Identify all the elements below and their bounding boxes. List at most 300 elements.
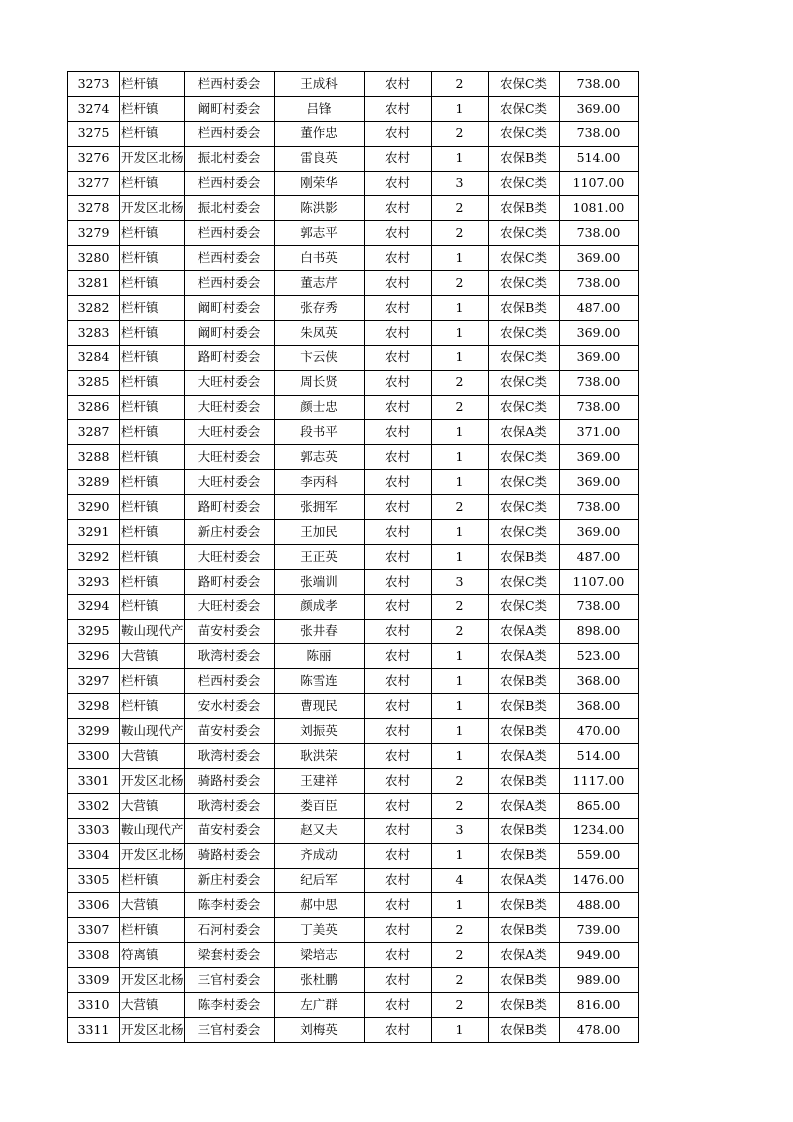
household-type-cell: 农村 [364, 893, 431, 918]
person-name-cell: 刘梅英 [274, 1017, 364, 1042]
insurance-category-cell: 农保A类 [488, 420, 559, 445]
insurance-category-cell: 农保B类 [488, 719, 559, 744]
amount-cell: 738.00 [559, 271, 638, 296]
table-row [68, 868, 639, 893]
row-number-cell: 3276 [68, 146, 120, 171]
household-type-cell: 农村 [364, 296, 431, 321]
table-row [68, 768, 639, 793]
village-committee-cell: 大旺村委会 [184, 445, 274, 470]
amount-cell: 738.00 [559, 370, 638, 395]
member-count-cell: 2 [431, 968, 488, 993]
insurance-category-cell: 农保B类 [488, 768, 559, 793]
insurance-category-cell: 农保B类 [488, 296, 559, 321]
village-committee-cell: 大旺村委会 [184, 470, 274, 495]
household-type-cell: 农村 [364, 445, 431, 470]
town-cell: 鞍山现代产 [120, 818, 185, 843]
village-committee-cell: 陈李村委会 [184, 893, 274, 918]
village-committee-cell: 路町村委会 [184, 495, 274, 520]
town-cell: 开发区北杨 [120, 196, 185, 221]
person-name-cell: 梁培志 [274, 943, 364, 968]
table-row [68, 619, 639, 644]
town-cell: 栏杆镇 [120, 370, 185, 395]
amount-cell: 488.00 [559, 893, 638, 918]
village-committee-cell: 耿湾村委会 [184, 744, 274, 769]
town-cell: 栏杆镇 [120, 72, 185, 97]
town-cell: 栏杆镇 [120, 296, 185, 321]
person-name-cell: 张井春 [274, 619, 364, 644]
member-count-cell: 1 [431, 544, 488, 569]
person-name-cell: 董作忠 [274, 121, 364, 146]
household-type-cell: 农村 [364, 918, 431, 943]
household-type-cell: 农村 [364, 246, 431, 271]
insurance-category-cell: 农保B类 [488, 843, 559, 868]
household-type-cell: 农村 [364, 395, 431, 420]
row-number-cell: 3306 [68, 893, 120, 918]
row-number-cell: 3303 [68, 818, 120, 843]
member-count-cell: 2 [431, 370, 488, 395]
member-count-cell: 1 [431, 744, 488, 769]
amount-cell: 369.00 [559, 345, 638, 370]
town-cell: 栏杆镇 [120, 495, 185, 520]
row-number-cell: 3302 [68, 793, 120, 818]
member-count-cell: 1 [431, 445, 488, 470]
insurance-category-cell: 农保A类 [488, 644, 559, 669]
row-number-cell: 3299 [68, 719, 120, 744]
person-name-cell: 雷良英 [274, 146, 364, 171]
household-type-cell: 农村 [364, 818, 431, 843]
village-committee-cell: 栏西村委会 [184, 171, 274, 196]
insurance-category-cell: 农保C类 [488, 520, 559, 545]
person-name-cell: 曹现民 [274, 694, 364, 719]
village-committee-cell: 苗安村委会 [184, 818, 274, 843]
member-count-cell: 2 [431, 221, 488, 246]
household-type-cell: 农村 [364, 719, 431, 744]
member-count-cell: 2 [431, 495, 488, 520]
household-type-cell: 农村 [364, 96, 431, 121]
row-number-cell: 3305 [68, 868, 120, 893]
person-name-cell: 赵又夫 [274, 818, 364, 843]
member-count-cell: 1 [431, 470, 488, 495]
member-count-cell: 1 [431, 345, 488, 370]
insurance-category-cell: 农保C类 [488, 495, 559, 520]
person-name-cell: 王加民 [274, 520, 364, 545]
table-row [68, 370, 639, 395]
village-committee-cell: 苗安村委会 [184, 719, 274, 744]
insurance-category-cell: 农保C类 [488, 72, 559, 97]
member-count-cell: 2 [431, 619, 488, 644]
member-count-cell: 3 [431, 171, 488, 196]
member-count-cell: 2 [431, 793, 488, 818]
row-number-cell: 3286 [68, 395, 120, 420]
household-type-cell: 农村 [364, 121, 431, 146]
household-type-cell: 农村 [364, 196, 431, 221]
amount-cell: 738.00 [559, 495, 638, 520]
table-row [68, 271, 639, 296]
village-committee-cell: 大旺村委会 [184, 420, 274, 445]
table-row [68, 669, 639, 694]
row-number-cell: 3310 [68, 992, 120, 1017]
insurance-category-cell: 农保B类 [488, 544, 559, 569]
village-committee-cell: 栏西村委会 [184, 271, 274, 296]
amount-cell: 523.00 [559, 644, 638, 669]
row-number-cell: 3285 [68, 370, 120, 395]
row-number-cell: 3279 [68, 221, 120, 246]
insurance-category-cell: 农保B类 [488, 196, 559, 221]
table-row [68, 992, 639, 1017]
amount-cell: 559.00 [559, 843, 638, 868]
village-committee-cell: 石河村委会 [184, 918, 274, 943]
person-name-cell: 白书英 [274, 246, 364, 271]
insurance-category-cell: 农保B类 [488, 918, 559, 943]
household-type-cell: 农村 [364, 171, 431, 196]
household-type-cell: 农村 [364, 72, 431, 97]
row-number-cell: 3281 [68, 271, 120, 296]
amount-cell: 738.00 [559, 395, 638, 420]
village-committee-cell: 苗安村委会 [184, 619, 274, 644]
member-count-cell: 1 [431, 843, 488, 868]
village-committee-cell: 梁套村委会 [184, 943, 274, 968]
town-cell: 符离镇 [120, 943, 185, 968]
row-number-cell: 3287 [68, 420, 120, 445]
person-name-cell: 左广群 [274, 992, 364, 1017]
town-cell: 栏杆镇 [120, 520, 185, 545]
insurance-category-cell: 农保B类 [488, 669, 559, 694]
town-cell: 开发区北杨 [120, 768, 185, 793]
member-count-cell: 2 [431, 196, 488, 221]
person-name-cell: 颜成孝 [274, 594, 364, 619]
table-row [68, 644, 639, 669]
member-count-cell: 1 [431, 694, 488, 719]
amount-cell: 487.00 [559, 544, 638, 569]
amount-cell: 989.00 [559, 968, 638, 993]
table-row [68, 196, 639, 221]
household-type-cell: 农村 [364, 420, 431, 445]
village-committee-cell: 三官村委会 [184, 1017, 274, 1042]
household-type-cell: 农村 [364, 843, 431, 868]
table-row [68, 345, 639, 370]
amount-cell: 369.00 [559, 246, 638, 271]
table-row [68, 395, 639, 420]
amount-cell: 371.00 [559, 420, 638, 445]
town-cell: 大营镇 [120, 992, 185, 1017]
table-row [68, 918, 639, 943]
table-row [68, 893, 639, 918]
person-name-cell: 陈雪连 [274, 669, 364, 694]
insurance-category-cell: 农保C类 [488, 395, 559, 420]
row-number-cell: 3296 [68, 644, 120, 669]
household-type-cell: 农村 [364, 868, 431, 893]
household-type-cell: 农村 [364, 968, 431, 993]
table-row [68, 171, 639, 196]
town-cell: 栏杆镇 [120, 221, 185, 246]
insurance-category-cell: 农保A类 [488, 793, 559, 818]
insurance-category-cell: 农保C类 [488, 171, 559, 196]
person-name-cell: 卞云侠 [274, 345, 364, 370]
table-row [68, 470, 639, 495]
insurance-category-cell: 农保C类 [488, 221, 559, 246]
person-name-cell: 郭志平 [274, 221, 364, 246]
row-number-cell: 3297 [68, 669, 120, 694]
village-committee-cell: 大旺村委会 [184, 395, 274, 420]
person-name-cell: 李丙科 [274, 470, 364, 495]
insurance-category-cell: 农保C类 [488, 320, 559, 345]
row-number-cell: 3301 [68, 768, 120, 793]
table-row [68, 719, 639, 744]
member-count-cell: 1 [431, 520, 488, 545]
town-cell: 栏杆镇 [120, 669, 185, 694]
person-name-cell: 陈丽 [274, 644, 364, 669]
person-name-cell: 颜士忠 [274, 395, 364, 420]
insurance-category-cell: 农保C类 [488, 271, 559, 296]
insurance-category-cell: 农保A类 [488, 619, 559, 644]
row-number-cell: 3295 [68, 619, 120, 644]
table-row [68, 843, 639, 868]
insurance-category-cell: 农保C类 [488, 445, 559, 470]
amount-cell: 865.00 [559, 793, 638, 818]
person-name-cell: 丁美英 [274, 918, 364, 943]
town-cell: 栏杆镇 [120, 320, 185, 345]
insurance-category-cell: 农保B类 [488, 893, 559, 918]
person-name-cell: 齐成动 [274, 843, 364, 868]
town-cell: 栏杆镇 [120, 246, 185, 271]
person-name-cell: 张杜鹏 [274, 968, 364, 993]
person-name-cell: 王正英 [274, 544, 364, 569]
insurance-category-cell: 农保B类 [488, 1017, 559, 1042]
records-table-body [68, 72, 639, 1043]
town-cell: 开发区北杨 [120, 968, 185, 993]
member-count-cell: 1 [431, 1017, 488, 1042]
household-type-cell: 农村 [364, 520, 431, 545]
member-count-cell: 2 [431, 918, 488, 943]
row-number-cell: 3293 [68, 569, 120, 594]
member-count-cell: 2 [431, 72, 488, 97]
household-type-cell: 农村 [364, 793, 431, 818]
household-type-cell: 农村 [364, 569, 431, 594]
member-count-cell: 2 [431, 992, 488, 1017]
person-name-cell: 刚荣华 [274, 171, 364, 196]
row-number-cell: 3309 [68, 968, 120, 993]
member-count-cell: 1 [431, 246, 488, 271]
town-cell: 栏杆镇 [120, 569, 185, 594]
village-committee-cell: 栏西村委会 [184, 246, 274, 271]
person-name-cell: 郭志英 [274, 445, 364, 470]
insurance-category-cell: 农保B类 [488, 818, 559, 843]
insurance-category-cell: 农保A类 [488, 868, 559, 893]
amount-cell: 369.00 [559, 520, 638, 545]
person-name-cell: 王建祥 [274, 768, 364, 793]
member-count-cell: 1 [431, 320, 488, 345]
member-count-cell: 1 [431, 719, 488, 744]
row-number-cell: 3292 [68, 544, 120, 569]
town-cell: 大营镇 [120, 744, 185, 769]
village-committee-cell: 耿湾村委会 [184, 793, 274, 818]
person-name-cell: 周长贤 [274, 370, 364, 395]
amount-cell: 514.00 [559, 146, 638, 171]
table-row [68, 246, 639, 271]
town-cell: 栏杆镇 [120, 445, 185, 470]
insurance-category-cell: 农保C类 [488, 345, 559, 370]
row-number-cell: 3294 [68, 594, 120, 619]
insurance-category-cell: 农保C类 [488, 121, 559, 146]
row-number-cell: 3278 [68, 196, 120, 221]
member-count-cell: 1 [431, 893, 488, 918]
village-committee-cell: 路町村委会 [184, 569, 274, 594]
village-committee-cell: 大旺村委会 [184, 594, 274, 619]
member-count-cell: 1 [431, 669, 488, 694]
amount-cell: 368.00 [559, 694, 638, 719]
member-count-cell: 1 [431, 420, 488, 445]
amount-cell: 898.00 [559, 619, 638, 644]
town-cell: 栏杆镇 [120, 171, 185, 196]
table-row [68, 420, 639, 445]
table-row [68, 569, 639, 594]
household-type-cell: 农村 [364, 345, 431, 370]
town-cell: 鞍山现代产 [120, 719, 185, 744]
insurance-category-cell: 农保B类 [488, 992, 559, 1017]
amount-cell: 478.00 [559, 1017, 638, 1042]
row-number-cell: 3282 [68, 296, 120, 321]
row-number-cell: 3284 [68, 345, 120, 370]
member-count-cell: 1 [431, 644, 488, 669]
amount-cell: 1081.00 [559, 196, 638, 221]
amount-cell: 369.00 [559, 470, 638, 495]
amount-cell: 949.00 [559, 943, 638, 968]
village-committee-cell: 栏西村委会 [184, 669, 274, 694]
village-committee-cell: 栏西村委会 [184, 221, 274, 246]
household-type-cell: 农村 [364, 470, 431, 495]
town-cell: 栏杆镇 [120, 345, 185, 370]
row-number-cell: 3277 [68, 171, 120, 196]
household-type-cell: 农村 [364, 544, 431, 569]
household-type-cell: 农村 [364, 694, 431, 719]
amount-cell: 369.00 [559, 96, 638, 121]
insurance-category-cell: 农保B类 [488, 146, 559, 171]
town-cell: 鞍山现代产 [120, 619, 185, 644]
town-cell: 栏杆镇 [120, 96, 185, 121]
village-committee-cell: 三官村委会 [184, 968, 274, 993]
person-name-cell: 纪后军 [274, 868, 364, 893]
row-number-cell: 3273 [68, 72, 120, 97]
village-committee-cell: 安水村委会 [184, 694, 274, 719]
household-type-cell: 农村 [364, 619, 431, 644]
table-row [68, 221, 639, 246]
table-row [68, 1017, 639, 1042]
row-number-cell: 3311 [68, 1017, 120, 1042]
insurance-category-cell: 农保C类 [488, 569, 559, 594]
village-committee-cell: 耿湾村委会 [184, 644, 274, 669]
insurance-category-cell: 农保B类 [488, 968, 559, 993]
town-cell: 栏杆镇 [120, 395, 185, 420]
village-committee-cell: 振北村委会 [184, 146, 274, 171]
row-number-cell: 3308 [68, 943, 120, 968]
table-row [68, 694, 639, 719]
row-number-cell: 3307 [68, 918, 120, 943]
village-committee-cell: 大旺村委会 [184, 544, 274, 569]
member-count-cell: 1 [431, 296, 488, 321]
town-cell: 大营镇 [120, 793, 185, 818]
household-type-cell: 农村 [364, 644, 431, 669]
table-row [68, 520, 639, 545]
town-cell: 栏杆镇 [120, 121, 185, 146]
person-name-cell: 朱凤英 [274, 320, 364, 345]
table-row [68, 544, 639, 569]
town-cell: 开发区北杨 [120, 1017, 185, 1042]
person-name-cell: 王成科 [274, 72, 364, 97]
insurance-category-cell: 农保C类 [488, 470, 559, 495]
town-cell: 栏杆镇 [120, 694, 185, 719]
town-cell: 栏杆镇 [120, 868, 185, 893]
household-type-cell: 农村 [364, 768, 431, 793]
member-count-cell: 2 [431, 121, 488, 146]
town-cell: 栏杆镇 [120, 470, 185, 495]
person-name-cell: 娄百臣 [274, 793, 364, 818]
person-name-cell: 吕锋 [274, 96, 364, 121]
amount-cell: 1107.00 [559, 569, 638, 594]
table-row [68, 793, 639, 818]
amount-cell: 738.00 [559, 594, 638, 619]
member-count-cell: 1 [431, 146, 488, 171]
village-committee-cell: 新庄村委会 [184, 868, 274, 893]
records-table [67, 71, 639, 1043]
amount-cell: 738.00 [559, 121, 638, 146]
amount-cell: 487.00 [559, 296, 638, 321]
household-type-cell: 农村 [364, 992, 431, 1017]
village-committee-cell: 骑路村委会 [184, 843, 274, 868]
row-number-cell: 3298 [68, 694, 120, 719]
household-type-cell: 农村 [364, 370, 431, 395]
person-name-cell: 张拥军 [274, 495, 364, 520]
row-number-cell: 3275 [68, 121, 120, 146]
village-committee-cell: 栏西村委会 [184, 72, 274, 97]
town-cell: 栏杆镇 [120, 918, 185, 943]
row-number-cell: 3274 [68, 96, 120, 121]
table-row [68, 445, 639, 470]
village-committee-cell: 振北村委会 [184, 196, 274, 221]
amount-cell: 514.00 [559, 744, 638, 769]
table-row [68, 495, 639, 520]
insurance-category-cell: 农保C类 [488, 370, 559, 395]
table-row [68, 96, 639, 121]
person-name-cell: 段书平 [274, 420, 364, 445]
member-count-cell: 3 [431, 818, 488, 843]
row-number-cell: 3304 [68, 843, 120, 868]
person-name-cell: 郝中思 [274, 893, 364, 918]
member-count-cell: 2 [431, 768, 488, 793]
amount-cell: 738.00 [559, 221, 638, 246]
amount-cell: 369.00 [559, 445, 638, 470]
town-cell: 开发区北杨 [120, 843, 185, 868]
table-row [68, 72, 639, 97]
table-row [68, 146, 639, 171]
village-committee-cell: 栏西村委会 [184, 121, 274, 146]
village-committee-cell: 骑路村委会 [184, 768, 274, 793]
town-cell: 大营镇 [120, 644, 185, 669]
village-committee-cell: 陈李村委会 [184, 992, 274, 1017]
amount-cell: 739.00 [559, 918, 638, 943]
village-committee-cell: 新庄村委会 [184, 520, 274, 545]
insurance-category-cell: 农保A类 [488, 744, 559, 769]
table-row [68, 320, 639, 345]
town-cell: 栏杆镇 [120, 420, 185, 445]
insurance-category-cell: 农保C类 [488, 594, 559, 619]
village-committee-cell: 阚町村委会 [184, 96, 274, 121]
row-number-cell: 3300 [68, 744, 120, 769]
insurance-category-cell: 农保A类 [488, 943, 559, 968]
household-type-cell: 农村 [364, 146, 431, 171]
amount-cell: 369.00 [559, 320, 638, 345]
town-cell: 大营镇 [120, 893, 185, 918]
person-name-cell: 张端训 [274, 569, 364, 594]
